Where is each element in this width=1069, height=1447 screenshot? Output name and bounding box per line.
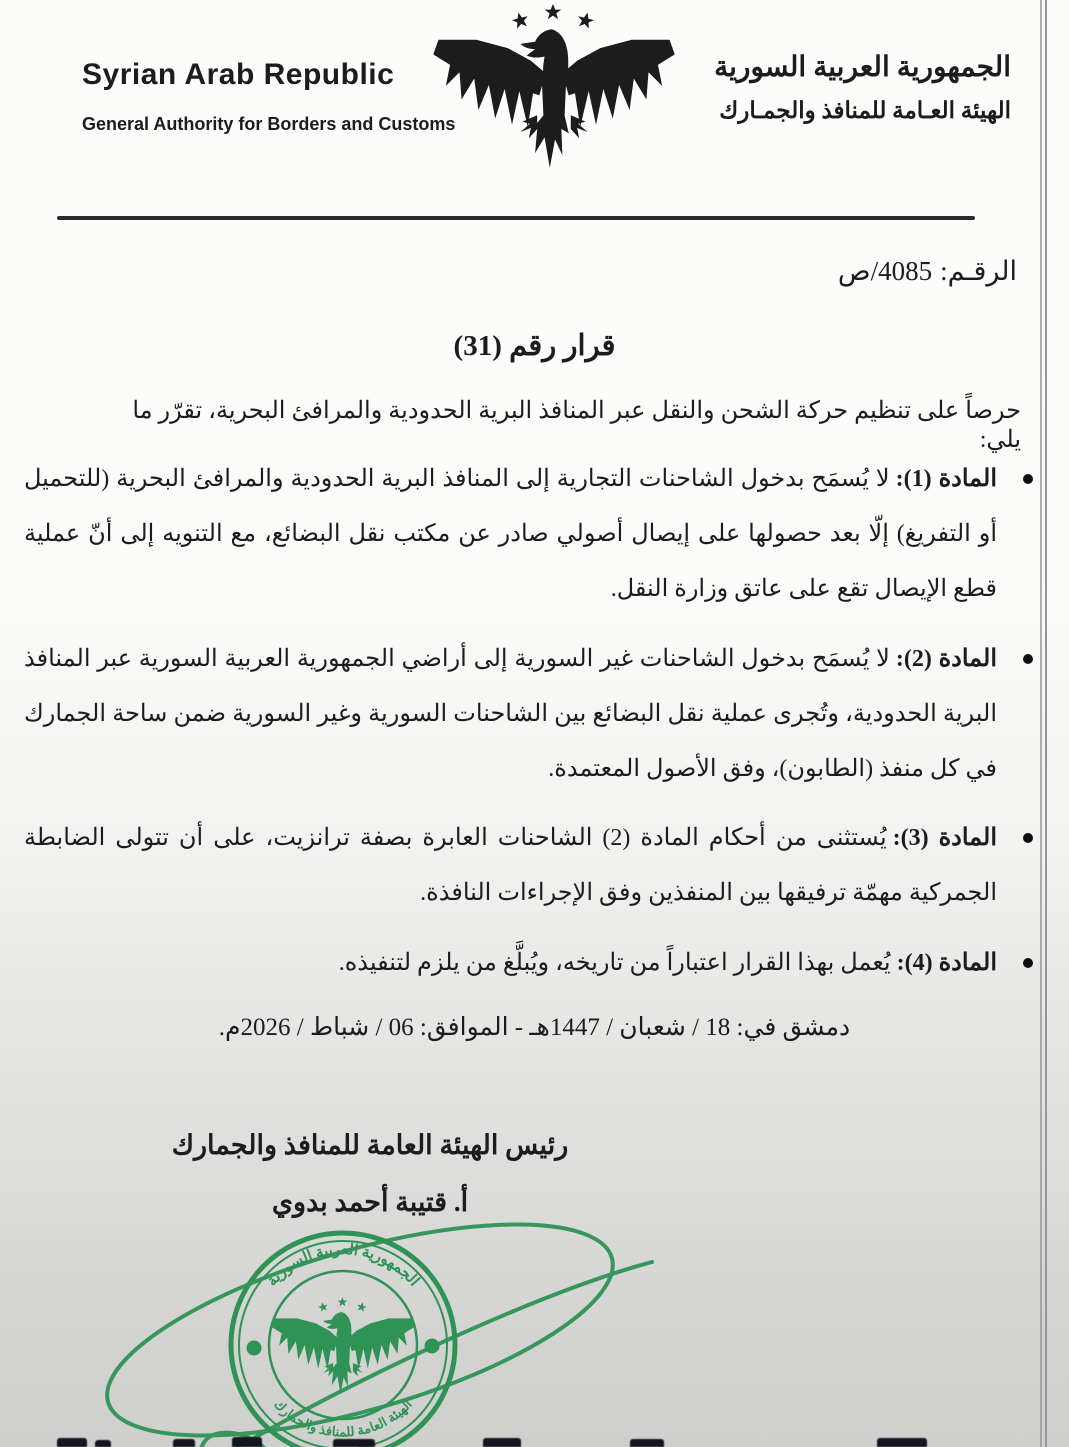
scan-edge-line: [1040, 0, 1042, 1447]
cutoff-text-mark: [333, 1439, 375, 1447]
articles-list: [24, 452, 1039, 1005]
bullet-dot-icon: [1023, 958, 1033, 968]
article-3-text: يُستثنى من أحكام المادة (2) الشاحنات العابرة بصفة ترانزيت، على أن تتولى الضابطة الجمركية مهمّة ترفيقها بين المنفذين وفق الإجراءات النافذة.: [24, 825, 997, 907]
svg-text:الجمهورية العربية السورية: [264, 1242, 422, 1289]
bullet-dot-icon: [1023, 474, 1033, 484]
bullet-dot-icon: [1023, 654, 1033, 664]
cutoff-text-mark: [95, 1440, 111, 1447]
cutoff-text-mark: [877, 1438, 927, 1447]
article-4-text: يُعمل بهذا القرار اعتباراً من تاريخه، ويُبلَّغ من يلزم لتنفيذه.: [338, 949, 891, 976]
article-4: [24, 936, 1039, 991]
authority-name-ar: الهيئة العـامة للمنافذ والجمـارك: [719, 98, 1011, 123]
article-2-text: لا يُسمَح بدخول الشاحنات غير السورية إلى أراضي الجمهورية العربية السورية عبر المنافذ البرية الحدودية، وتُجرى عملية نقل البضائع بين الشاحنات السورية وغير السورية ضمن ساحة الجمارك في كل منفذ (الطابون)، وفق الأصول المعتمدة.: [24, 645, 997, 782]
reference-label: الرقـم:: [940, 256, 1017, 286]
decision-title: قرار رقم (31): [453, 330, 616, 362]
cutoff-text-mark: [483, 1438, 521, 1447]
cutoff-text-mark: [232, 1437, 262, 1447]
stamp-bottom-text: الهيئة العامة للمنافذ والجمارك: [271, 1396, 415, 1440]
golden-eagle-emblem-icon: [428, 4, 680, 172]
header-arabic: [714, 50, 1011, 124]
bullet-dot-icon: [1023, 833, 1033, 843]
handwritten-signature: [86, 1181, 652, 1447]
article-1-label: المادة (1):: [895, 466, 998, 492]
article-3: [24, 811, 1039, 921]
article-4-label: المادة (4):: [896, 949, 997, 976]
signer-title: رئيس الهيئة العامة للمنافذ والجمارك: [171, 1130, 569, 1160]
date-line: دمشق في: 18 / شعبان / 1447هـ - الموافق: 06 / شباط / 2026م.: [218, 1014, 851, 1041]
header-english: [82, 58, 455, 135]
article-2: [24, 632, 1039, 798]
signature-block: [115, 1130, 625, 1218]
article-3-label: المادة (3):: [892, 825, 998, 852]
intro-paragraph: حرصاً على تنظيم حركة الشحن والنقل عبر المنافذ البرية الحدودية والمرافئ البحرية، تقرّر ما يلي:: [132, 398, 1021, 453]
article-1-text: لا يُسمَح بدخول الشاحنات التجارية إلى المنافذ البرية الحدودية والمرافئ البحرية (للتحميل أو التفريغ) إلّا بعد حصولها على إيصال أصولي صادر عن مكتب نقل البضائع، مع التنويه إلى أنّ عملية قطع الإيصال تقع على عاتق وزارة النقل.: [24, 466, 997, 603]
cutoff-text-mark: [630, 1439, 664, 1447]
svg-text:الهيئة العامة للمنافذ والجمارك: [271, 1396, 415, 1439]
country-name-en: Syrian Arab Republic: [82, 58, 395, 91]
country-name-ar: الجمهورية العربية السورية: [714, 52, 1011, 83]
scan-edge-line: [1045, 0, 1047, 1447]
authority-name-en: General Authority for Borders and Customs: [82, 114, 456, 134]
cutoff-text-mark: [173, 1439, 195, 1447]
cutoff-text-mark: [57, 1438, 87, 1447]
signer-name: أ. قتيبة أحمد بدوي: [271, 1187, 469, 1217]
article-1: [24, 452, 1039, 618]
stamp-top-text: الجمهورية العربية السورية: [264, 1242, 422, 1290]
reference-number: [838, 256, 1017, 287]
article-2-label: المادة (2):: [895, 645, 998, 672]
header-divider: [57, 216, 975, 220]
reference-value: 4085/ص: [837, 256, 933, 286]
